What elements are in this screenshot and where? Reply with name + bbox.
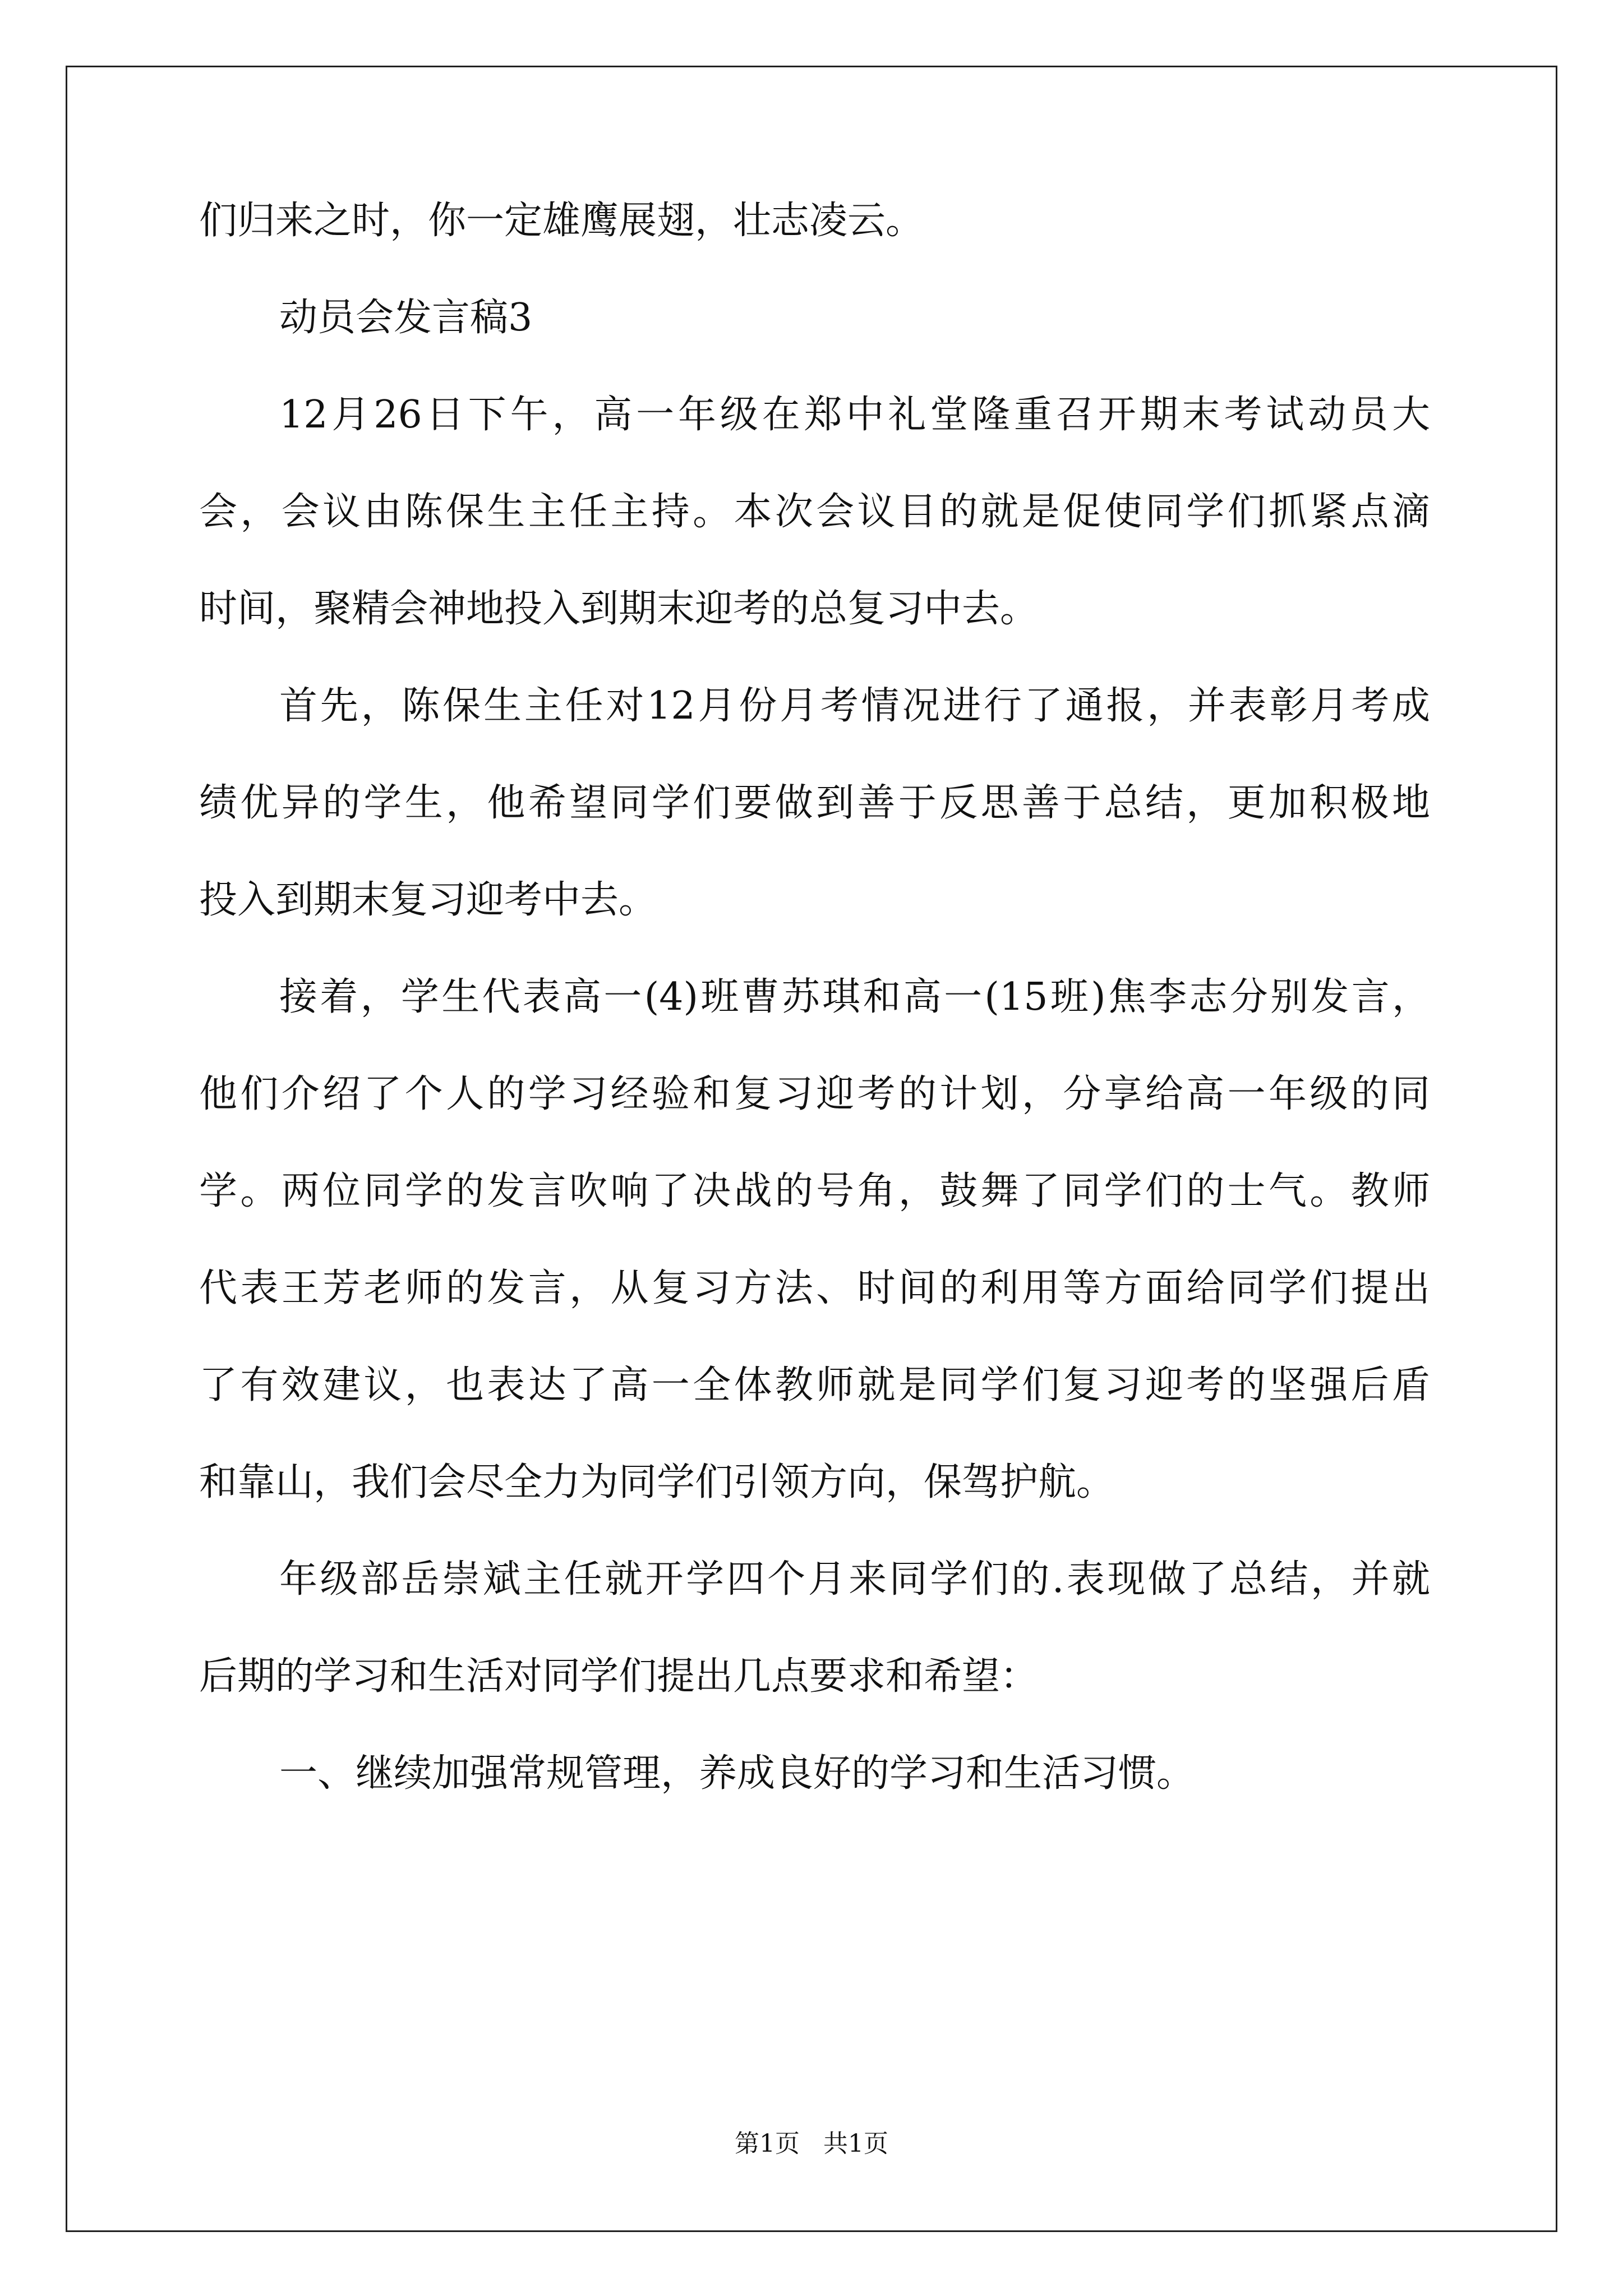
text-line: 们归来之时，你一定雄鹰展翅，壮志凌云。 <box>199 199 924 243</box>
text-line: 学。两位同学的发言吹响了决战的号角，鼓舞了同学们的士气。教师 <box>199 1169 1430 1213</box>
text-line: 和靠山，我们会尽全力为同学们引领方向，保驾护航。 <box>199 1460 1115 1504</box>
text-line: 绩优异的学生，他希望同学们要做到善于反思善于总结，更加积极地 <box>199 781 1430 825</box>
text-line: 首先，陈保生主任对12月份月考情况进行了通报，并表彰月考成 <box>279 684 1430 728</box>
page-number: 第1页 共1页 <box>735 2129 888 2158</box>
text-line: 他们介绍了个人的学习经验和复习迎考的计划，分享给高一年级的同 <box>199 1072 1430 1116</box>
text-line: 会，会议由陈保生主任主持。本次会议目的就是促使同学们抓紧点滴 <box>199 490 1430 534</box>
text-line: 时间，聚精会神地投入到期末迎考的总复习中去。 <box>199 587 1039 631</box>
text-line: 投入到期末复习迎考中去。 <box>199 878 657 922</box>
text-line: 接着，学生代表高一(4)班曹苏琪和高一(15班)焦李志分别发言， <box>279 975 1430 1019</box>
text-line: 后期的学习和生活对同学们提出几点要求和希望： <box>199 1654 1039 1699</box>
page-border <box>66 66 1557 2232</box>
text-line: 一、继续加强常规管理，养成良好的学习和生活习惯。 <box>279 1751 1195 1796</box>
text-line: 了有效建议，也表达了高一全体教师就是同学们复习迎考的坚强后盾 <box>199 1363 1430 1407</box>
text-line: 年级部岳崇斌主任就开学四个月来同学们的.表现做了总结，并就 <box>279 1557 1430 1602</box>
text-line: 12月26日下午，高一年级在郑中礼堂隆重召开期末考试动员大 <box>279 393 1430 437</box>
section-heading: 动员会发言稿3 <box>279 296 533 340</box>
text-line: 代表王芳老师的发言，从复习方法、时间的利用等方面给同学们提出 <box>199 1266 1430 1310</box>
